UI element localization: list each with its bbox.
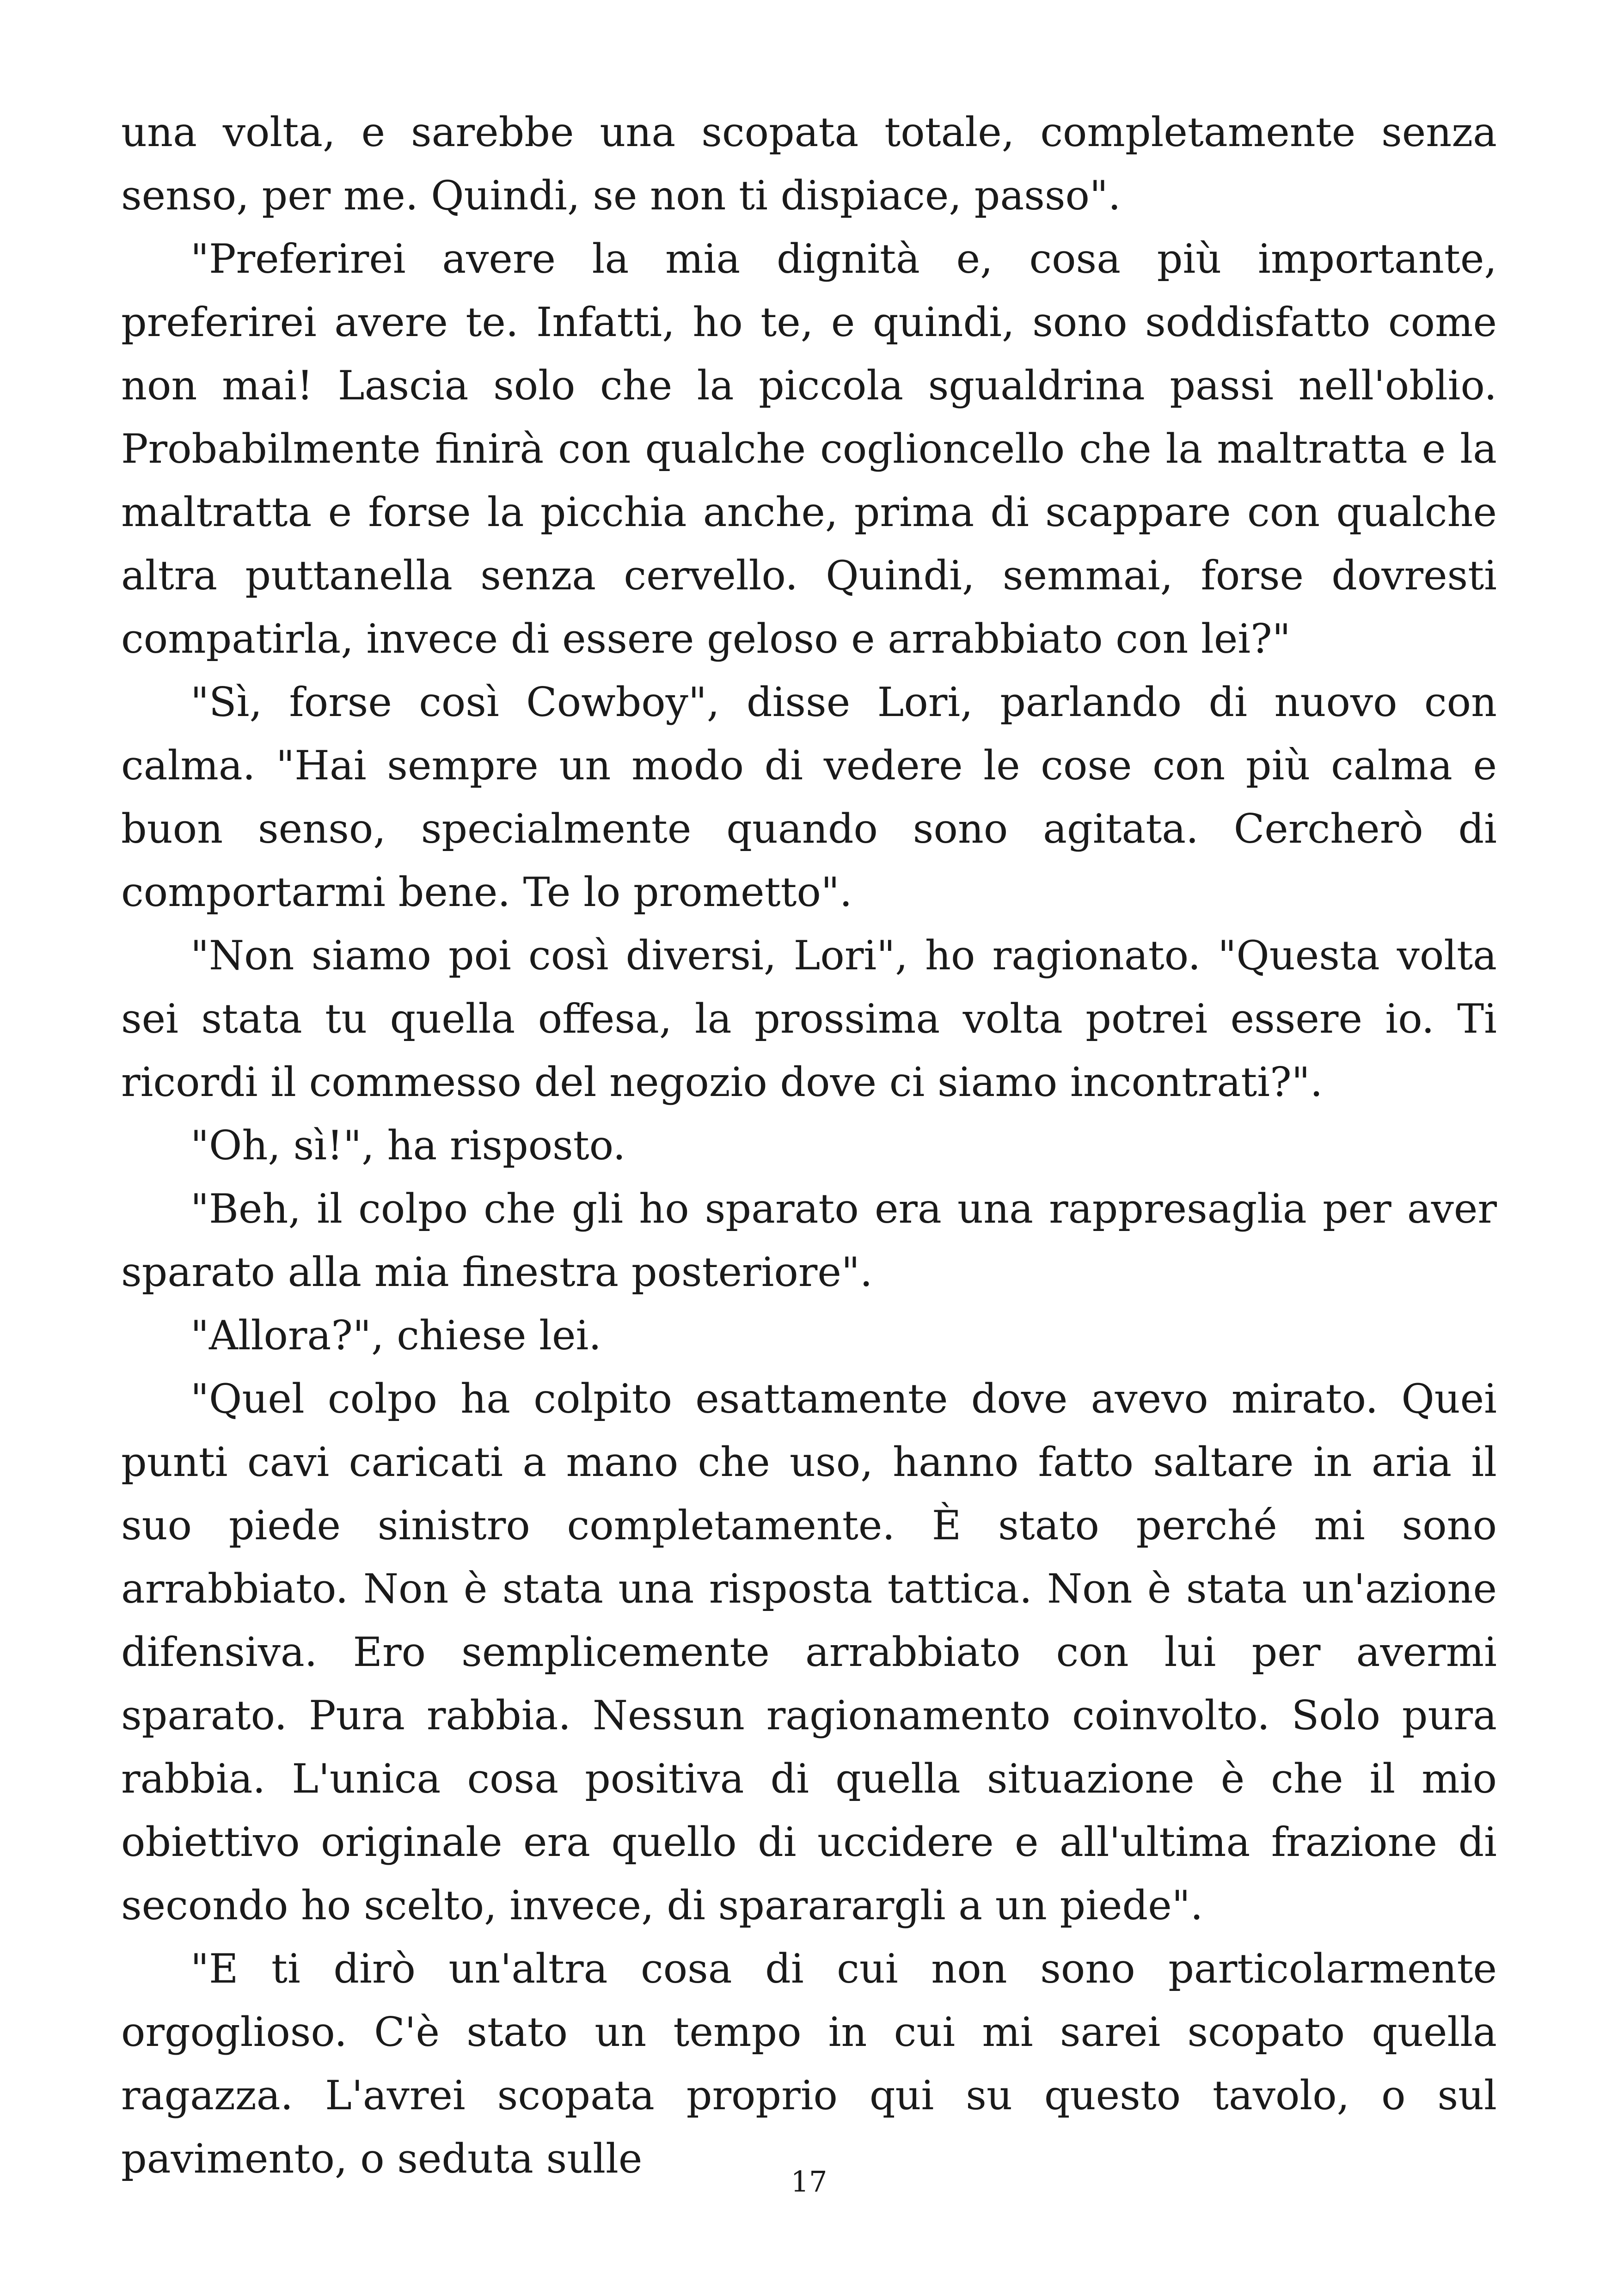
paragraph: "Sì, forse così Cowboy", disse Lori, parlando di nuovo con calma. "Hai sempre un modo di vedere le cose con più calma e buon senso, specialmente quando sono agitata. Cercherò di comportarmi bene. Te lo prometto". (121, 679, 1497, 916)
paragraph-continuation: una volta, e sarebbe una scopata totale, completamente senza senso, per me. Quindi, se non ti dispiace, passo". (121, 109, 1497, 219)
paragraph: "Allora?", chiese lei. (190, 1312, 601, 1359)
body-text (121, 101, 1497, 2191)
paragraph: "Beh, il colpo che gli ho sparato era una rappresaglia per aver sparato alla mia finestra posteriore". (121, 1185, 1497, 1296)
paragraph: "Non siamo poi così diversi, Lori", ho ragionato. "Questa volta sei stata tu quella offesa, la prossima volta potrei essere io. Ti ricordi il commesso del negozio dove ci siamo incontrati?". (121, 932, 1497, 1106)
paragraph: "Quel colpo ha colpito esattamente dove avevo mirato. Quei punti cavi caricati a mano che uso, hanno fatto saltare in aria il suo piede sinistro completamente. È stato perché mi sono arrabbiato. Non è stata una risposta tattica. Non è stata un'azione difensiva. Ero semplicemente arrabbiato con lui per avermi sparato. Pura rabbia. Nessun ragionamento coinvolto. Solo pura rabbia. L'unica cosa positiva di quella situazione è che il mio obiettivo originale era quello di uccidere e all'ultima frazione di secondo ho scelto, invece, di spararargli a un piede". (121, 1375, 1497, 1929)
page-number: 17 (791, 2165, 827, 2198)
paragraph: "Oh, sì!", ha risposto. (190, 1122, 626, 1169)
paragraph: "E ti dirò un'altra cosa di cui non sono particolarmente orgoglioso. C'è stato un tempo in cui mi sarei scopato quella ragazza. L'avrei scopata proprio qui su questo tavolo, o sul pavimento, o seduta sulle (121, 1945, 1497, 2182)
paragraph: "Preferirei avere la mia dignità e, cosa più importante, preferirei avere te. Infatti, ho te, e quindi, sono soddisfatto come non mai! Lascia solo che la piccola sgualdrina passi nell'oblio. Probabilmente finirà con qualche coglioncello che la maltratta e la maltratta e forse la picchia anche, prima di scappare con qualche altra puttanella senza cervello. Quindi, semmai, forse dovresti compatirla, invece di essere geloso e arrabbiato con lei?" (121, 235, 1497, 662)
